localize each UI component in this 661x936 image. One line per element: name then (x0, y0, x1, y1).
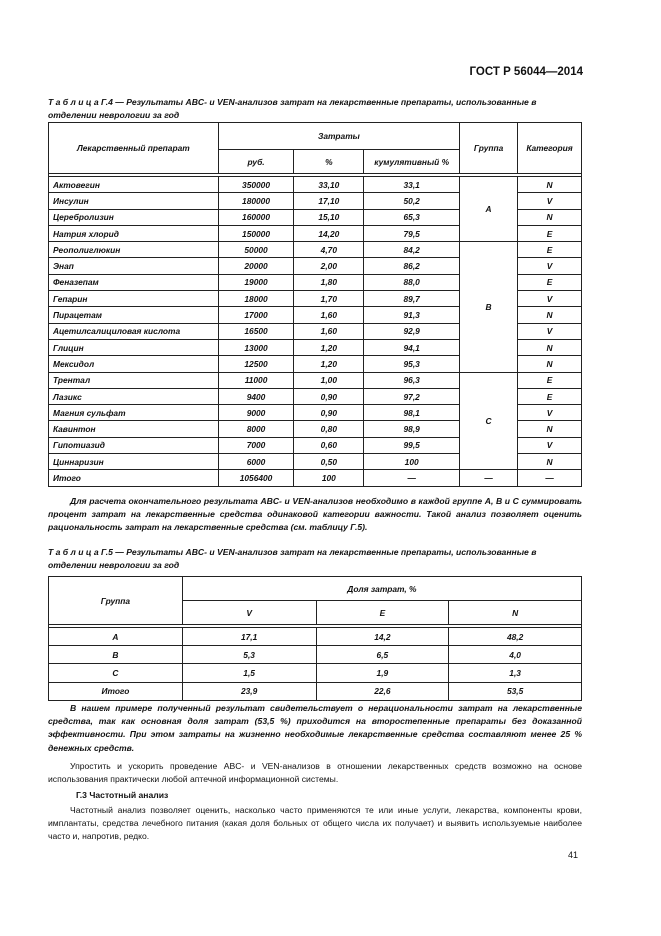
header-cum: кумулятивный % (364, 150, 460, 174)
table-cell: 1,60 (294, 323, 364, 339)
header-n: N (449, 601, 582, 625)
table-cell: 1,70 (294, 291, 364, 307)
table-cell: Глицин (49, 339, 219, 355)
table-cell: 88,0 (364, 274, 460, 290)
table-cell: Пирацетам (49, 307, 219, 323)
table-cell: 18000 (218, 291, 294, 307)
table-cell: 6000 (218, 454, 294, 470)
header-v: V (182, 601, 316, 625)
category-cell: E (518, 388, 582, 404)
table-cell: 98,9 (364, 421, 460, 437)
header-category: Категория (518, 123, 582, 174)
paragraph-information-system: Упростить и ускорить проведение ABC- и VEN-анализов в отношении лекарственных средств возможно на основе использования практически любой аптечной информационной системы. (48, 761, 582, 785)
category-cell: N (518, 421, 582, 437)
table-cell: 1,80 (294, 274, 364, 290)
table-cell: 48,2 (449, 628, 582, 646)
table-cell: 1,20 (294, 339, 364, 355)
table-cell: 8000 (218, 421, 294, 437)
table-cell: 94,1 (364, 339, 460, 355)
table-cell: Натрия хлорид (49, 225, 219, 241)
table-cell: 12500 (218, 356, 294, 372)
table-cell: 0,60 (294, 437, 364, 453)
table-g5 (48, 576, 582, 701)
table-cell: 17,10 (294, 193, 364, 209)
table-cell: 1,3 (449, 664, 582, 682)
table-cell: 4,0 (449, 646, 582, 664)
table-cell: B (49, 646, 183, 664)
table-cell: C (49, 664, 183, 682)
table-cell: Феназепам (49, 274, 219, 290)
table-cell: 17,1 (182, 628, 316, 646)
table-cell: 9400 (218, 388, 294, 404)
paragraph-abc-ven-calc: Для расчета окончательного результата ABC- и VEN-анализов необходимо в каждой группе А, В и С суммировать процент затрат на лекарственные средства одинаковой категории важности. Такой анализ позволяет оценить рациональность затрат на лекарственные средства (см. таблицу Г.5). (48, 496, 582, 533)
table-cell: 17000 (218, 307, 294, 323)
header-e: E (316, 601, 449, 625)
table-cell: 180000 (218, 193, 294, 209)
table-cell: 50,2 (364, 193, 460, 209)
table-cell: Ацетилсалициловая кислота (49, 323, 219, 339)
table-cell: 15,10 (294, 209, 364, 225)
table-row (49, 682, 582, 700)
header-drug: Лекарственный препарат (49, 123, 219, 174)
table-cell: 14,20 (294, 225, 364, 241)
table-cell: 1,00 (294, 372, 364, 388)
table-cell: 0,50 (294, 454, 364, 470)
category-cell: V (518, 291, 582, 307)
header-costs: Затраты (218, 123, 459, 150)
table-cell: 23,9 (182, 682, 316, 700)
table-cell: 150000 (218, 225, 294, 241)
table-cell: 2,00 (294, 258, 364, 274)
table-cell: 84,2 (364, 242, 460, 258)
table-cell: Энап (49, 258, 219, 274)
table-cell: 22,6 (316, 682, 449, 700)
table-cell: 100 (294, 470, 364, 486)
category-cell: N (518, 356, 582, 372)
document-number: ГОСТ Р 56044—2014 (469, 66, 583, 78)
table-cell: — (518, 470, 582, 486)
table-cell: 33,1 (364, 177, 460, 193)
table-cell: 0,90 (294, 388, 364, 404)
table-cell: 92,9 (364, 323, 460, 339)
category-cell: E (518, 372, 582, 388)
category-cell: E (518, 225, 582, 241)
table-cell: 1,20 (294, 356, 364, 372)
table-cell: 13000 (218, 339, 294, 355)
table-cell: 4,70 (294, 242, 364, 258)
table-cell: — (460, 470, 518, 486)
header-group: Группа (49, 577, 183, 625)
table-g5-body (49, 628, 582, 701)
table-cell: 19000 (218, 274, 294, 290)
table-cell: Циннаризин (49, 454, 219, 470)
table-cell: 20000 (218, 258, 294, 274)
category-cell: N (518, 454, 582, 470)
category-cell: V (518, 193, 582, 209)
category-cell: V (518, 258, 582, 274)
table-cell: Кавинтон (49, 421, 219, 437)
table-cell: 89,7 (364, 291, 460, 307)
table-cell: 0,80 (294, 421, 364, 437)
table-row (49, 664, 582, 682)
table-cell: 79,5 (364, 225, 460, 241)
table-cell: 50000 (218, 242, 294, 258)
table-g5-caption: Т а б л и ц а Г.5 — Результаты ABC- и VEN-анализов затрат на лекарственные препараты, использованные в отделении неврологии за год (48, 547, 537, 570)
table-cell: 96,3 (364, 372, 460, 388)
category-cell: E (518, 274, 582, 290)
table-cell: 0,90 (294, 405, 364, 421)
category-cell: N (518, 339, 582, 355)
table-cell: 91,3 (364, 307, 460, 323)
page-number: 41 (567, 850, 578, 860)
section-title-frequency-analysis: Г.3 Частотный анализ (76, 790, 169, 800)
table-cell: 9000 (218, 405, 294, 421)
table-cell: Реополиглюкин (49, 242, 219, 258)
table-cell: 1056400 (218, 470, 294, 486)
header-group: Группа (460, 123, 518, 174)
table-cell: 65,3 (364, 209, 460, 225)
table-cell: 7000 (218, 437, 294, 453)
table-cell: 1,9 (316, 664, 449, 682)
table-cell: 16500 (218, 323, 294, 339)
table-total-row (49, 470, 582, 486)
table-cell: 100 (364, 454, 460, 470)
table-cell: Мексидол (49, 356, 219, 372)
category-cell: N (518, 177, 582, 193)
table-cell: Гепарин (49, 291, 219, 307)
table-cell: A (49, 628, 183, 646)
header-rub: руб. (218, 150, 294, 174)
category-cell: V (518, 437, 582, 453)
table-cell: Итого (49, 470, 219, 486)
table-row (49, 242, 582, 258)
table-row (49, 628, 582, 646)
table-row (49, 372, 582, 388)
category-cell: V (518, 405, 582, 421)
paragraph-frequency-analysis: Частотный анализ позволяет оценить, насколько часто применяются те или иные услуги, лекарства, компоненты крови, имплантаты, средства лечебного питания (какая доля больных от общего числа их получает) и выявить используемые наиболее часто и, напротив, редко. (48, 805, 582, 842)
table-cell: 86,2 (364, 258, 460, 274)
table-cell: Инсулин (49, 193, 219, 209)
group-cell: B (460, 242, 518, 372)
category-cell: V (518, 323, 582, 339)
table-cell: Магния сульфат (49, 405, 219, 421)
table-cell: 14,2 (316, 628, 449, 646)
header-pct: % (294, 150, 364, 174)
table-row (49, 177, 582, 193)
table-cell: 97,2 (364, 388, 460, 404)
table-cell: Актовегин (49, 177, 219, 193)
group-cell: C (460, 372, 518, 470)
table-cell: 95,3 (364, 356, 460, 372)
paragraph-example-result: В нашем примере полученный результат свидетельствует о нерациональности затрат на лекарственные средства, так как основная доля затрат (53,5 %) приходится на второстепенные препараты без доказанной эффективности. При этом затраты на жизненно необходимые лекарственные средства составляют менее 25 % денежных средств. (48, 703, 582, 753)
category-cell: E (518, 242, 582, 258)
table-cell: 1,60 (294, 307, 364, 323)
table-cell: 53,5 (449, 682, 582, 700)
group-cell: A (460, 177, 518, 242)
table-cell: Гипотиазид (49, 437, 219, 453)
table-cell: 5,3 (182, 646, 316, 664)
table-cell: 99,5 (364, 437, 460, 453)
table-g4-body (49, 177, 582, 487)
header-share: Доля затрат, % (182, 577, 581, 601)
table-g4 (48, 122, 582, 487)
category-cell: N (518, 209, 582, 225)
table-cell: 33,10 (294, 177, 364, 193)
table-cell: Трентал (49, 372, 219, 388)
table-cell: — (364, 470, 460, 486)
table-cell: 11000 (218, 372, 294, 388)
table-cell: 1,5 (182, 664, 316, 682)
table-g4-caption: Т а б л и ц а Г.4 — Результаты ABC- и VEN-анализов затрат на лекарственные препараты, использованные в отделении неврологии за год (48, 97, 537, 120)
table-cell: 98,1 (364, 405, 460, 421)
table-cell: 160000 (218, 209, 294, 225)
table-cell: 6,5 (316, 646, 449, 664)
category-cell: N (518, 307, 582, 323)
table-cell: 350000 (218, 177, 294, 193)
table-row (49, 646, 582, 664)
table-cell: Лазикс (49, 388, 219, 404)
table-cell: Церебролизин (49, 209, 219, 225)
table-cell: Итого (49, 682, 183, 700)
